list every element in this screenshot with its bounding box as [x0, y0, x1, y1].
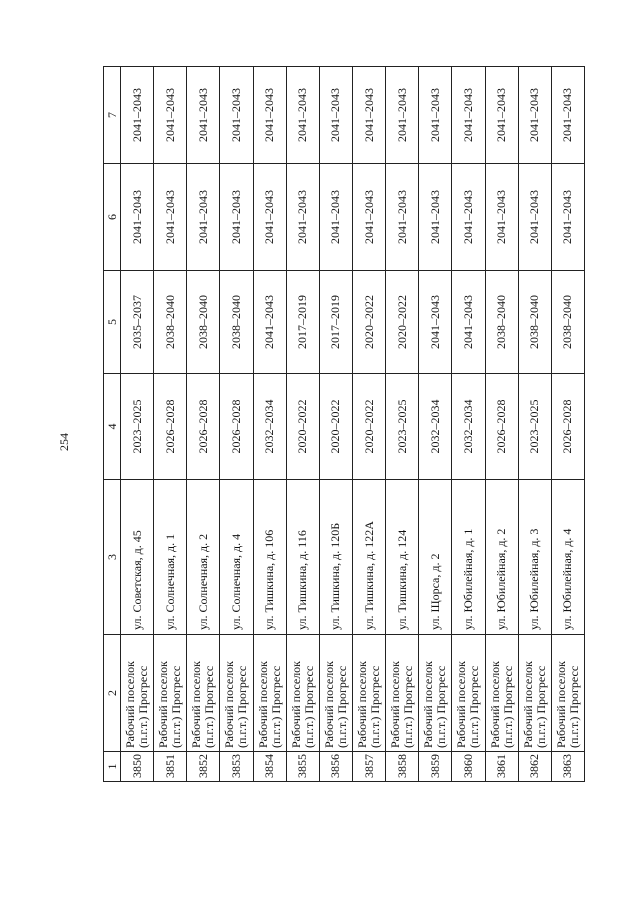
- locality-cell: [253, 635, 286, 752]
- row-number: 3858: [386, 752, 419, 782]
- locality-line: (п.г.т.) Прогресс: [368, 665, 383, 748]
- locality-line: (п.г.т.) Прогресс: [533, 665, 548, 748]
- period-cell: 2041–2043: [419, 67, 452, 164]
- locality-line: Рабочий поселок: [520, 660, 535, 748]
- period-cell: 2020–2022: [319, 374, 352, 480]
- column-header: 1: [104, 752, 121, 782]
- period-cell: 2041–2043: [121, 67, 154, 164]
- address-cell: ул. Юбилейная, д. 2: [485, 480, 518, 635]
- period-cell: 2041–2043: [419, 164, 452, 271]
- column-header: 4: [104, 374, 121, 480]
- locality-cell: [220, 635, 253, 752]
- period-cell: 2041–2043: [319, 164, 352, 271]
- row-number: 3851: [154, 752, 187, 782]
- period-cell: 2032–2034: [452, 374, 485, 480]
- locality-cell: [518, 635, 551, 752]
- table-row: [253, 67, 286, 782]
- address-cell: ул. Солнечная, д. 2: [187, 480, 220, 635]
- address-cell: ул. Тишкина, д. 124: [386, 480, 419, 635]
- address-cell: ул. Юбилейная, д. 1: [452, 480, 485, 635]
- address-cell: ул. Тишкина, д. 122А: [352, 480, 385, 635]
- page-number: 254: [57, 433, 71, 451]
- period-cell: 2041–2043: [518, 164, 551, 271]
- locality-line: (п.г.т.) Прогресс: [235, 665, 250, 748]
- row-number: 3861: [485, 752, 518, 782]
- locality-line: Рабочий поселок: [288, 660, 303, 748]
- row-number: 3855: [286, 752, 319, 782]
- column-header: 2: [104, 635, 121, 752]
- period-cell: 2041–2043: [154, 67, 187, 164]
- locality-line: (п.г.т.) Прогресс: [268, 665, 283, 748]
- table-row: [154, 67, 187, 782]
- address-cell: ул. Советская, д. 45: [121, 480, 154, 635]
- row-number: 3852: [187, 752, 220, 782]
- period-cell: 2041–2043: [286, 67, 319, 164]
- table-row: [452, 67, 485, 782]
- period-cell: 2023–2025: [518, 374, 551, 480]
- period-cell: 2041–2043: [187, 67, 220, 164]
- period-cell: 2041–2043: [551, 164, 584, 271]
- period-cell: 2041–2043: [485, 67, 518, 164]
- period-cell: 2023–2025: [386, 374, 419, 480]
- locality-cell: [121, 635, 154, 752]
- period-cell: 2041–2043: [187, 164, 220, 271]
- address-cell: ул. Тишкина, д. 106: [253, 480, 286, 635]
- locality-line: Рабочий поселок: [321, 660, 336, 748]
- locality-cell: [286, 635, 319, 752]
- locality-cell: [319, 635, 352, 752]
- period-cell: 2041–2043: [220, 164, 253, 271]
- locality-cell: [419, 635, 452, 752]
- locality-cell: [452, 635, 485, 752]
- locality-line: Рабочий поселок: [355, 660, 370, 748]
- period-cell: 2026–2028: [220, 374, 253, 480]
- address-cell: ул. Тишкина, д. 120Б: [319, 480, 352, 635]
- table-row: [286, 67, 319, 782]
- address-cell: ул. Солнечная, д. 4: [220, 480, 253, 635]
- table-row: [187, 67, 220, 782]
- address-cell: ул. Юбилейная, д. 3: [518, 480, 551, 635]
- column-header: 6: [104, 164, 121, 271]
- period-cell: 2041–2043: [286, 164, 319, 271]
- period-cell: 2026–2028: [187, 374, 220, 480]
- locality-cell: [154, 635, 187, 752]
- period-cell: 2041–2043: [352, 67, 385, 164]
- column-header: 7: [104, 67, 121, 164]
- locality-line: (п.г.т.) Прогресс: [334, 665, 349, 748]
- row-number: 3859: [419, 752, 452, 782]
- period-cell: 2041–2043: [352, 164, 385, 271]
- locality-line: (п.г.т.) Прогресс: [301, 665, 316, 748]
- period-cell: 2041–2043: [121, 164, 154, 271]
- address-cell: ул. Солнечная, д. 1: [154, 480, 187, 635]
- table-row: [220, 67, 253, 782]
- locality-line: Рабочий поселок: [189, 660, 204, 748]
- period-cell: 2023–2025: [121, 374, 154, 480]
- locality-line: (п.г.т.) Прогресс: [434, 665, 449, 748]
- table-row: [352, 67, 385, 782]
- period-cell: 2026–2028: [551, 374, 584, 480]
- column-header: 3: [104, 480, 121, 635]
- locality-cell: [551, 635, 584, 752]
- table-row: [386, 67, 419, 782]
- locality-cell: [187, 635, 220, 752]
- period-cell: 2041–2043: [253, 271, 286, 374]
- header-row: [104, 67, 121, 782]
- address-cell: ул. Щорса, д. 2: [419, 480, 452, 635]
- row-number: 3857: [352, 752, 385, 782]
- period-cell: 2038–2040: [518, 271, 551, 374]
- period-cell: 2041–2043: [419, 271, 452, 374]
- row-number: 3853: [220, 752, 253, 782]
- period-cell: 2041–2043: [485, 164, 518, 271]
- period-cell: 2017–2019: [319, 271, 352, 374]
- row-number: 3860: [452, 752, 485, 782]
- period-cell: 2038–2040: [187, 271, 220, 374]
- period-cell: 2032–2034: [253, 374, 286, 480]
- period-cell: 2020–2022: [286, 374, 319, 480]
- locality-line: Рабочий поселок: [388, 660, 403, 748]
- table-row: [518, 67, 551, 782]
- row-number: 3863: [551, 752, 584, 782]
- rotated-table-container: [103, 67, 585, 782]
- locality-line: Рабочий поселок: [421, 660, 436, 748]
- locality-line: Рабочий поселок: [553, 660, 568, 748]
- locality-line: Рабочий поселок: [487, 660, 502, 748]
- table-row: [319, 67, 352, 782]
- locality-cell: [352, 635, 385, 752]
- table-row: [485, 67, 518, 782]
- period-cell: 2041–2043: [551, 67, 584, 164]
- column-header: 5: [104, 271, 121, 374]
- period-cell: 2041–2043: [319, 67, 352, 164]
- period-cell: 2026–2028: [154, 374, 187, 480]
- period-cell: 2020–2022: [386, 271, 419, 374]
- address-cell: ул. Юбилейная, д. 4: [551, 480, 584, 635]
- address-cell: ул. Тишкина, д. 116: [286, 480, 319, 635]
- locality-line: (п.г.т.) Прогресс: [169, 665, 184, 748]
- locality-line: Рабочий поселок: [222, 660, 237, 748]
- row-number: 3850: [121, 752, 154, 782]
- period-cell: 2032–2034: [419, 374, 452, 480]
- table-row: [121, 67, 154, 782]
- period-cell: 2041–2043: [253, 164, 286, 271]
- locality-line: Рабочий поселок: [156, 660, 171, 748]
- period-cell: 2041–2043: [220, 67, 253, 164]
- period-cell: 2038–2040: [154, 271, 187, 374]
- row-number: 3862: [518, 752, 551, 782]
- period-cell: 2017–2019: [286, 271, 319, 374]
- locality-line: (п.г.т.) Прогресс: [136, 665, 151, 748]
- locality-line: Рабочий поселок: [454, 660, 469, 748]
- period-cell: 2041–2043: [386, 164, 419, 271]
- locality-cell: [485, 635, 518, 752]
- locality-line: (п.г.т.) Прогресс: [401, 665, 416, 748]
- period-cell: 2041–2043: [386, 67, 419, 164]
- locality-cell: [386, 635, 419, 752]
- row-number: 3856: [319, 752, 352, 782]
- locality-line: (п.г.т.) Прогресс: [467, 665, 482, 748]
- table-row: [419, 67, 452, 782]
- period-cell: 2041–2043: [452, 164, 485, 271]
- locality-line: (п.г.т.) Прогресс: [500, 665, 515, 748]
- period-cell: 2020–2022: [352, 374, 385, 480]
- period-cell: 2041–2043: [452, 67, 485, 164]
- period-cell: 2041–2043: [253, 67, 286, 164]
- period-cell: 2041–2043: [518, 67, 551, 164]
- period-cell: 2041–2043: [154, 164, 187, 271]
- locality-line: (п.г.т.) Прогресс: [566, 665, 581, 748]
- locality-line: (п.г.т.) Прогресс: [202, 665, 217, 748]
- row-number: 3854: [253, 752, 286, 782]
- table-row: [551, 67, 584, 782]
- period-cell: 2026–2028: [485, 374, 518, 480]
- period-cell: 2020–2022: [352, 271, 385, 374]
- period-cell: 2038–2040: [220, 271, 253, 374]
- schedule-table: [103, 66, 585, 782]
- period-cell: 2035–2037: [121, 271, 154, 374]
- locality-line: Рабочий поселок: [123, 660, 138, 748]
- period-cell: 2038–2040: [551, 271, 584, 374]
- period-cell: 2041–2043: [452, 271, 485, 374]
- locality-line: Рабочий поселок: [255, 660, 270, 748]
- period-cell: 2038–2040: [485, 271, 518, 374]
